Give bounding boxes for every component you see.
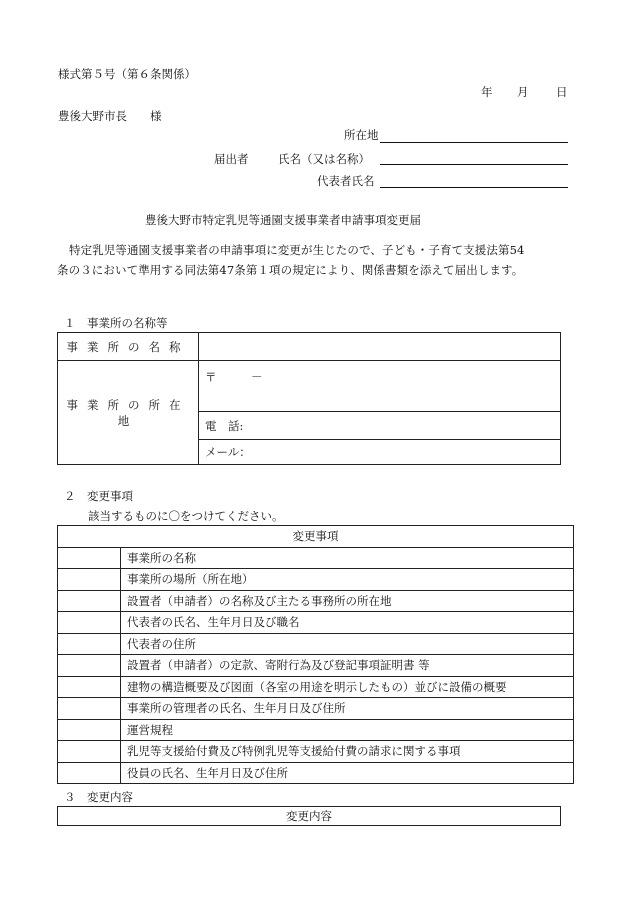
location-label: 所在地	[344, 128, 379, 142]
name-field[interactable]	[380, 164, 568, 165]
facility-name-label: 事業所の名称	[58, 333, 199, 361]
change-item-check-cell[interactable]	[58, 655, 121, 677]
change-item-row	[58, 741, 574, 763]
representative-label: 代表者氏名	[317, 174, 375, 188]
facility-name-field[interactable]	[199, 333, 561, 361]
change-item-check-cell[interactable]	[58, 719, 121, 741]
change-item-row	[58, 762, 574, 784]
change-item-row	[58, 590, 574, 612]
section2-heading: ２ 変更事項	[64, 489, 133, 503]
change-item-label: 事業所の管理者の氏名、生年月日及び住所	[121, 698, 574, 720]
change-item-label: 役員の氏名、生年月日及び住所	[121, 762, 574, 784]
change-item-row	[58, 698, 574, 720]
change-item-label: 設置者（申請者）の名称及び主たる事務所の所在地	[121, 590, 574, 612]
change-item-check-cell[interactable]	[58, 698, 121, 720]
change-item-row	[58, 569, 574, 591]
change-items-header: 変更事項	[58, 526, 574, 548]
change-item-label: 代表者の氏名、生年月日及び職名	[121, 612, 574, 634]
change-item-row	[58, 633, 574, 655]
section3-heading: ３ 変更内容	[64, 790, 133, 804]
section2-instruction: 該当するものに〇をつけてください。	[88, 509, 284, 523]
facility-table	[57, 332, 561, 465]
intro-line-1: 特定乳児等通園支援事業者の申請事項に変更が生じたので、子ども・子育て支援法第54	[69, 243, 525, 257]
notifier-label: 届出者	[214, 152, 249, 166]
name-label: 氏名（又は名称）	[278, 152, 370, 166]
phone-field[interactable]: 電 話:	[199, 412, 561, 440]
form-number: 様式第５号（第６条関係）	[58, 67, 196, 81]
intro-line-2: 条の３において準用する同法第47条第１項の規定により、関係書類を添えて届出します。	[57, 263, 524, 277]
change-content-header: 変更内容	[58, 807, 561, 826]
postal-field[interactable]: 〒 －	[199, 361, 561, 412]
change-item-check-cell[interactable]	[58, 633, 121, 655]
addressee: 豊後大野市長 様	[58, 109, 162, 123]
section1-heading: １ 事業所の名称等	[64, 316, 168, 330]
change-item-label: 事業所の場所（所在地）	[121, 569, 574, 591]
date-year-label: 年	[481, 85, 493, 99]
date-day-label: 日	[556, 85, 568, 99]
change-item-label: 建物の構造概要及び図面（各室の用途を明示したもの）並びに設備の概要	[121, 676, 574, 698]
change-item-row	[58, 547, 574, 569]
document-title: 豊後大野市特定乳児等通園支援事業者申請事項変更届	[145, 213, 421, 227]
change-item-check-cell[interactable]	[58, 762, 121, 784]
change-item-label: 設置者（申請者）の定款、寄附行為及び登記事項証明書 等	[121, 655, 574, 677]
facility-address-label: 事業所の所在地	[58, 361, 199, 465]
change-item-check-cell[interactable]	[58, 612, 121, 634]
change-item-check-cell[interactable]	[58, 741, 121, 763]
change-item-check-cell[interactable]	[58, 547, 121, 569]
change-item-row	[58, 719, 574, 741]
change-item-row	[58, 676, 574, 698]
change-item-label: 代表者の住所	[121, 633, 574, 655]
change-content-table	[57, 806, 561, 826]
location-field[interactable]	[380, 142, 568, 143]
change-item-label: 運営規程	[121, 719, 574, 741]
change-item-check-cell[interactable]	[58, 590, 121, 612]
change-item-check-cell[interactable]	[58, 676, 121, 698]
change-items-table	[57, 525, 574, 784]
representative-field[interactable]	[380, 187, 568, 188]
change-item-label: 乳児等支援給付費及び特例乳児等支援給付費の請求に関する事項	[121, 741, 574, 763]
change-item-check-cell[interactable]	[58, 569, 121, 591]
email-field[interactable]: メール：	[199, 440, 561, 465]
change-item-row	[58, 612, 574, 634]
change-item-label: 事業所の名称	[121, 547, 574, 569]
date-month-label: 月	[517, 85, 529, 99]
change-item-row	[58, 655, 574, 677]
